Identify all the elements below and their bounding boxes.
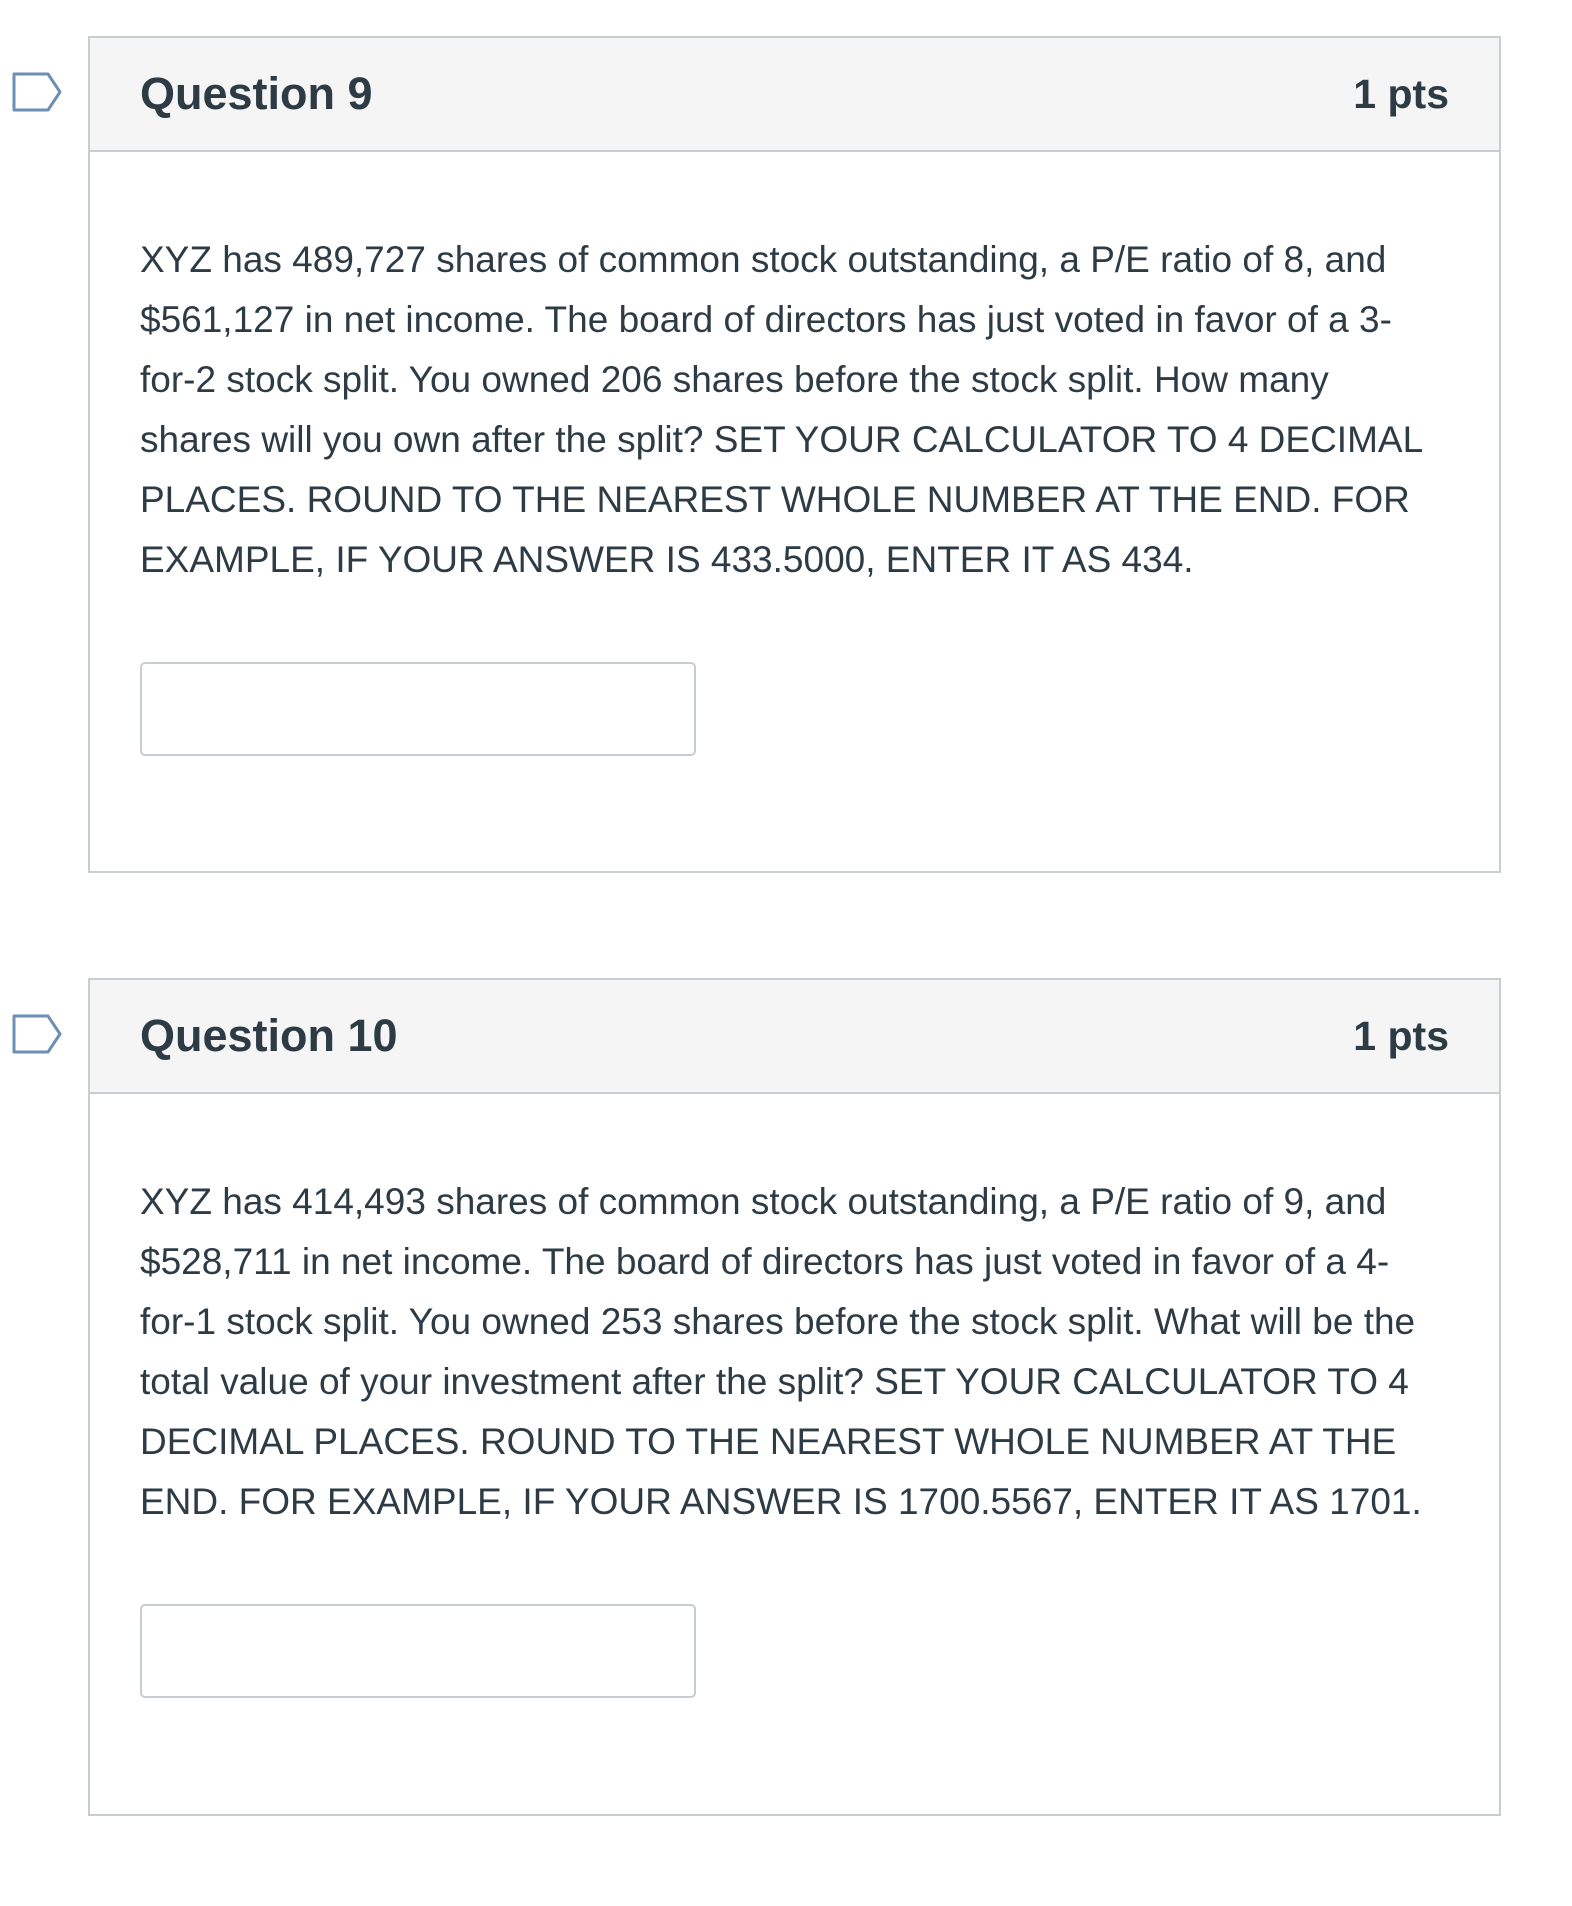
answer-input[interactable] <box>140 1604 696 1698</box>
question-card-10 <box>88 978 1501 1816</box>
question-header <box>90 38 1499 152</box>
question-card-9 <box>88 36 1501 873</box>
question-text: XYZ has 414,493 shares of common stock outstanding, a P/E ratio of 9, and $528,711 in net income. The board of directors has just voted in favor of a 4-for-1 stock split. You owned 253 shares before the stock split. What will be the total value of your investment after the split? SET YOUR CALCULATOR TO 4 DECIMAL PLACES. ROUND TO THE NEAREST WHOLE NUMBER AT THE END. FOR EXAMPLE, IF YOUR ANSWER IS 1700.5567, ENTER IT AS 1701. <box>140 1181 1422 1522</box>
question-points: 1 pts <box>1353 70 1449 117</box>
flag-question-icon[interactable] <box>12 1014 64 1054</box>
question-body <box>90 152 1499 756</box>
question-text: XYZ has 489,727 shares of common stock outstanding, a P/E ratio of 8, and $561,127 in net income. The board of directors has just voted in favor of a 3-for-2 stock split. You owned 206 shares before the stock split. How many shares will you own after the split? SET YOUR CALCULATOR TO 4 DECIMAL PLACES. ROUND TO THE NEAREST WHOLE NUMBER AT THE END. FOR EXAMPLE, IF YOUR ANSWER IS 433.5000, ENTER IT AS 434. <box>140 239 1422 580</box>
question-points: 1 pts <box>1353 1012 1449 1059</box>
flag-question-icon[interactable] <box>12 72 64 112</box>
question-body <box>90 1094 1499 1698</box>
question-title: Question 9 <box>140 68 373 119</box>
question-title: Question 10 <box>140 1010 398 1061</box>
question-header <box>90 980 1499 1094</box>
answer-input[interactable] <box>140 662 696 756</box>
